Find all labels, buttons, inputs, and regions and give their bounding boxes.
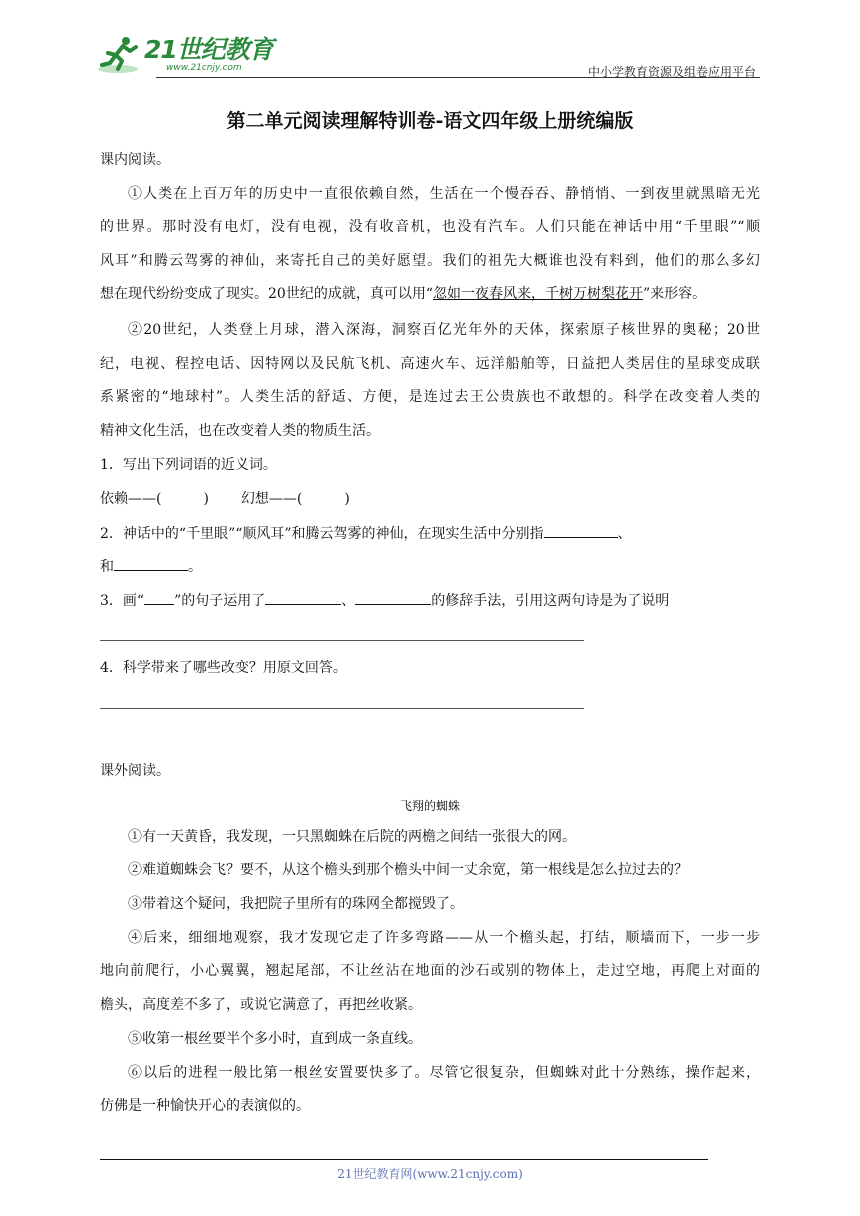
- passage2-p5: ⑤收第一根丝要半个多小时，直到成一条直线。: [128, 1031, 422, 1047]
- question-3: [100, 590, 760, 611]
- passage2-p4-line2: 地向前爬行，小心翼翼，翘起尾部，不让丝沾在地面的沙石或别的物体上，走过空地，再爬上对面的: [100, 963, 760, 979]
- passage2-p1: ①有一天黄昏，我发现，一只黑蜘蛛在后院的两檐之间结一张很大的网。: [128, 829, 576, 845]
- passage1-p2-line4: 精神文化生活，也在改变着人类的物质生活。: [100, 423, 380, 439]
- text-segment: 3．画“: [100, 593, 145, 609]
- answer-blank[interactable]: [544, 523, 618, 538]
- passage2-p4-line1: ④后来，细细地观察，我才发现它走了许多弯路——从一个檐头起，打结，顺墙而下，一步一步: [128, 930, 760, 946]
- section-heading-extra: 课外阅读。: [100, 763, 170, 779]
- paren-close: ): [344, 491, 350, 507]
- passage2-p2: ②难道蜘蛛会飞？要不，从这个檐头到那个檐头中间一丈余宽，第一根线是怎么拉过去的？: [128, 862, 688, 878]
- answer-line[interactable]: [100, 640, 584, 641]
- text-segment: 的修辞手法，引用这两句诗是为了说明: [431, 593, 670, 609]
- underlined-quote: 忽如一夜春风来，千树万树梨花开: [432, 286, 643, 302]
- synonym-prompt-a: 依赖——(: [100, 491, 162, 507]
- passage1-p1-line4: [100, 284, 760, 304]
- passage1-p1-line3: 风耳”和腾云驾雾的神仙，来寄托自己的美好愿望。我们的祖先大概谁也没有料到，他们的那么多幻: [100, 253, 760, 269]
- synonym-prompt-b: 幻想——(: [240, 491, 303, 507]
- passage1-p1-line2: 的世界。那时没有电灯，没有电视，没有收音机，也没有汽车。人们只能在神话中用“千里眼”“顺: [100, 219, 760, 235]
- punct: 。: [188, 559, 202, 575]
- passage2-p4-line3: 檐头，高度差不多了，或说它满意了，再把丝收紧。: [100, 997, 422, 1013]
- passage2-p6-line2: 仿佛是一种愉快开心的表演似的。: [100, 1098, 310, 1114]
- punct: 、: [341, 593, 356, 609]
- answer-line[interactable]: [100, 708, 584, 709]
- story-title: 飞翔的蜘蛛: [399, 799, 460, 813]
- question-4: 4．科学带来了哪些改变？用原文回答。: [100, 660, 347, 676]
- running-man-icon: [96, 35, 140, 75]
- page-header: [96, 30, 760, 80]
- text-segment: 和: [100, 559, 114, 575]
- question-2-text: 2．神话中的“千里眼”“顺风耳”和腾云驾雾的神仙，在现实生活中分别指: [100, 526, 544, 542]
- header-divider: [156, 77, 760, 78]
- question-2-line1: [100, 523, 760, 544]
- question-2-line2: [100, 556, 760, 577]
- passage2-p3: ③带着这个疑问，我把院子里所有的珠网全都搅毁了。: [128, 896, 464, 912]
- passage2-p6-line1: ⑥以后的进程一般比第一根丝安置要快多了。尽管它很复杂，但蜘蛛对此十分熟练，操作起来，: [128, 1065, 760, 1081]
- logo-url: www.21cnjy.com: [166, 63, 242, 73]
- site-logo: [96, 34, 273, 76]
- text-segment: 想在现代纷纷变成了现实。20世纪的成就，真可以用“: [100, 286, 433, 302]
- underline-sample: [144, 590, 174, 605]
- answer-blank[interactable]: [265, 590, 341, 605]
- punct: 、: [617, 526, 632, 542]
- footer-link[interactable]: 21世纪教育网(www.21cnjy.com): [337, 1167, 523, 1181]
- text-segment: ”的句子运用了: [174, 593, 266, 609]
- answer-blank[interactable]: [355, 590, 431, 605]
- footer-divider: [100, 1159, 708, 1160]
- passage1-p2-line1: ②20世纪，人类登上月球，潜入深海，洞察百亿光年外的天体，探索原子核世界的奥秘；20世: [128, 322, 760, 338]
- passage1-p2-line2: 纪，电视、程控电话、因特网以及民航飞机、高速火车、远洋船舶等，日益把人类居住的星球变成联: [100, 356, 760, 372]
- answer-blank[interactable]: [114, 556, 188, 571]
- section-heading-in-class: 课内阅读。: [100, 152, 170, 168]
- passage1-p1-line1: ①人类在上百万年的历史中一直很依赖自然，生活在一个慢吞吞、静悄悄、一到夜里就黑暗无光: [128, 186, 760, 202]
- text-segment: ”来形容。: [642, 286, 707, 302]
- paren-close: ): [203, 491, 209, 507]
- question-1-answers: [100, 489, 760, 509]
- platform-name: 中小学教育资源及组卷应用平台: [587, 65, 756, 79]
- passage1-p2-line3: 系紧密的“地球村”。人类生活的舒适、方便，是连过去王公贵族也不敢想的。科学在改变着人类的: [100, 389, 760, 405]
- logo-text: 21世纪教育: [144, 35, 273, 64]
- page-title: 第二单元阅读理解特训卷-语文四年级上册统编版: [226, 110, 634, 132]
- question-1: 1．写出下列词语的近义词。: [100, 457, 277, 473]
